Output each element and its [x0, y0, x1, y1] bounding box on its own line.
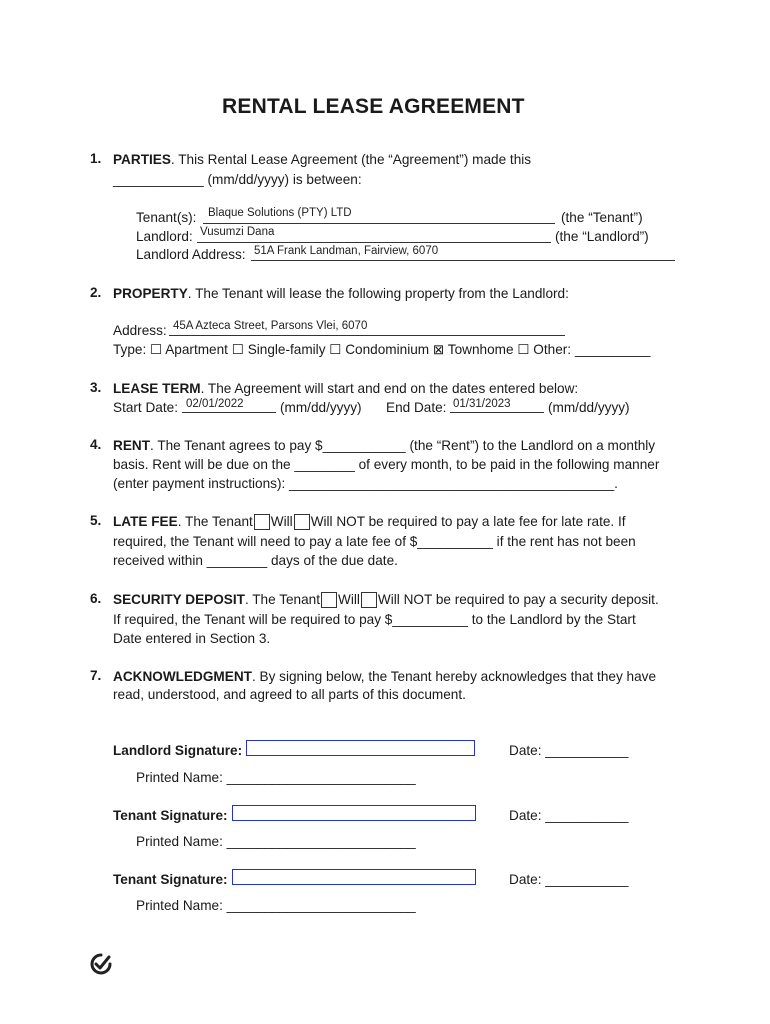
parties-text: . This Rental Lease Agreement (the “Agreement”) made this [170, 152, 532, 167]
late-fee-line-1 [113, 512, 626, 531]
deposit-line-2: If required, the Tenant will be required to pay $__________ to the Landlord by the Start [113, 612, 636, 627]
landlord-underline [197, 242, 551, 243]
ack-line-2: read, understood, and agreed to all parts of this document. [113, 687, 466, 702]
end-date-field[interactable]: 01/31/2023 [453, 398, 511, 410]
ack-line-1 [113, 667, 656, 686]
property-address-underline [169, 335, 565, 336]
rent-text: . The Tenant agrees to pay $___________ (the “Rent”) to the Landlord on a monthly [150, 438, 656, 453]
landlord-address-label: Landlord Address: [136, 247, 246, 262]
late-fee-will-checkbox[interactable] [254, 514, 270, 530]
late-fee-will-not-checkbox[interactable] [294, 514, 310, 530]
will-not-text: Will NOT be required to pay a late fee for late rate. If [310, 514, 626, 529]
rent-line-2: basis. Rent will be due on the ________ of every month, to be paid in the following manner [113, 457, 660, 472]
landlord-field[interactable]: Vusumzi Dana [200, 226, 275, 238]
start-date-underline [182, 412, 276, 413]
late-fee-text: . The Tenant [177, 514, 253, 529]
tenant-date[interactable]: Date: ___________ [509, 808, 629, 823]
brand-logo-icon [89, 952, 113, 976]
late-fee-line-3: received within ________ days of the due date. [113, 553, 398, 568]
end-date-label: End Date: [386, 400, 447, 415]
landlord-address-underline [251, 260, 675, 261]
tenant-date[interactable]: Date: ___________ [509, 872, 629, 887]
section-number: 2. [90, 285, 102, 300]
late-fee-line-2: required, the Tenant will need to pay a late fee of $__________ if the rent has not been [113, 534, 636, 549]
deposit-text: . The Tenant [244, 592, 321, 607]
will-not-text: Will NOT be required to pay a security deposit. [377, 592, 659, 607]
start-date-field[interactable]: 02/01/2022 [186, 398, 244, 410]
tenant-printed-name[interactable]: Printed Name: _________________________ [136, 834, 416, 849]
ack-text: . By signing below, the Tenant hereby acknowledges that they have [251, 669, 657, 684]
will-label: Will [270, 514, 293, 529]
deposit-line-1 [113, 590, 659, 609]
landlord-signature-label: Landlord Signature: [113, 743, 243, 758]
section-heading: PROPERTY [113, 286, 188, 301]
parties-line-2: ____________ (mm/dd/yyyy) is between: [113, 172, 362, 187]
rent-line-3: (enter payment instructions): ___________________________________________. [113, 476, 618, 491]
landlord-address-field[interactable]: 51A Frank Landman, Fairview, 6070 [254, 245, 439, 257]
deposit-line-3: Date entered in Section 3. [113, 631, 271, 646]
start-date-format: (mm/dd/yyyy) [280, 400, 362, 415]
property-address-label: Address: [113, 323, 167, 338]
property-line-1 [113, 284, 569, 303]
lease-term-text: . The Agreement will start and end on the dates entered below: [200, 381, 579, 396]
section-heading: RENT [113, 438, 151, 453]
section-number: 4. [90, 437, 102, 452]
section-number: 1. [90, 151, 102, 166]
section-number: 6. [90, 591, 102, 606]
page-title: RENTAL LEASE AGREEMENT [222, 95, 525, 118]
tenant-printed-name[interactable]: Printed Name: _________________________ [136, 898, 416, 913]
tenant-signature-field[interactable] [232, 869, 476, 885]
rent-line-1 [113, 436, 655, 455]
property-address-field[interactable]: 45A Azteca Street, Parsons Vlei, 6070 [173, 320, 368, 332]
landlord-printed-name[interactable]: Printed Name: _________________________ [136, 770, 416, 785]
deposit-will-checkbox[interactable] [321, 592, 337, 608]
property-type-line[interactable]: Type: ☐ Apartment ☐ Single-family ☐ Condominium ⊠ Townhome ☐ Other: __________ [113, 342, 651, 357]
section-heading: SECURITY DEPOSIT [113, 592, 245, 607]
landlord-label: Landlord: [136, 229, 193, 244]
tenant-underline [203, 223, 555, 224]
landlord-date[interactable]: Date: ___________ [509, 743, 629, 758]
section-number: 5. [90, 513, 102, 528]
tenant-label: Tenant(s): [136, 210, 197, 225]
section-heading: PARTIES [113, 152, 171, 167]
tenant-signature-label: Tenant Signature: [113, 808, 228, 823]
tenant-signature-label: Tenant Signature: [113, 872, 228, 887]
end-date-format: (mm/dd/yyyy) [548, 400, 630, 415]
landlord-suffix: (the “Landlord”) [555, 229, 649, 244]
start-date-label: Start Date: [113, 400, 178, 415]
lease-term-line-1 [113, 379, 578, 398]
section-heading: ACKNOWLEDGMENT [113, 669, 252, 684]
section-number: 7. [90, 668, 102, 683]
section-heading: LATE FEE [113, 514, 178, 529]
section-number: 3. [90, 380, 102, 395]
deposit-will-not-checkbox[interactable] [361, 592, 377, 608]
tenant-signature-field[interactable] [232, 805, 476, 821]
section-heading: LEASE TERM [113, 381, 201, 396]
will-label: Will [338, 592, 360, 607]
tenant-suffix: (the “Tenant”) [561, 210, 643, 225]
property-text: . The Tenant will lease the following property from the Landlord: [187, 286, 569, 301]
tenant-field[interactable]: Blaque Solutions (PTY) LTD [208, 207, 352, 219]
landlord-signature-field[interactable] [246, 740, 475, 756]
end-date-underline [450, 412, 544, 413]
parties-line-1 [113, 150, 531, 169]
